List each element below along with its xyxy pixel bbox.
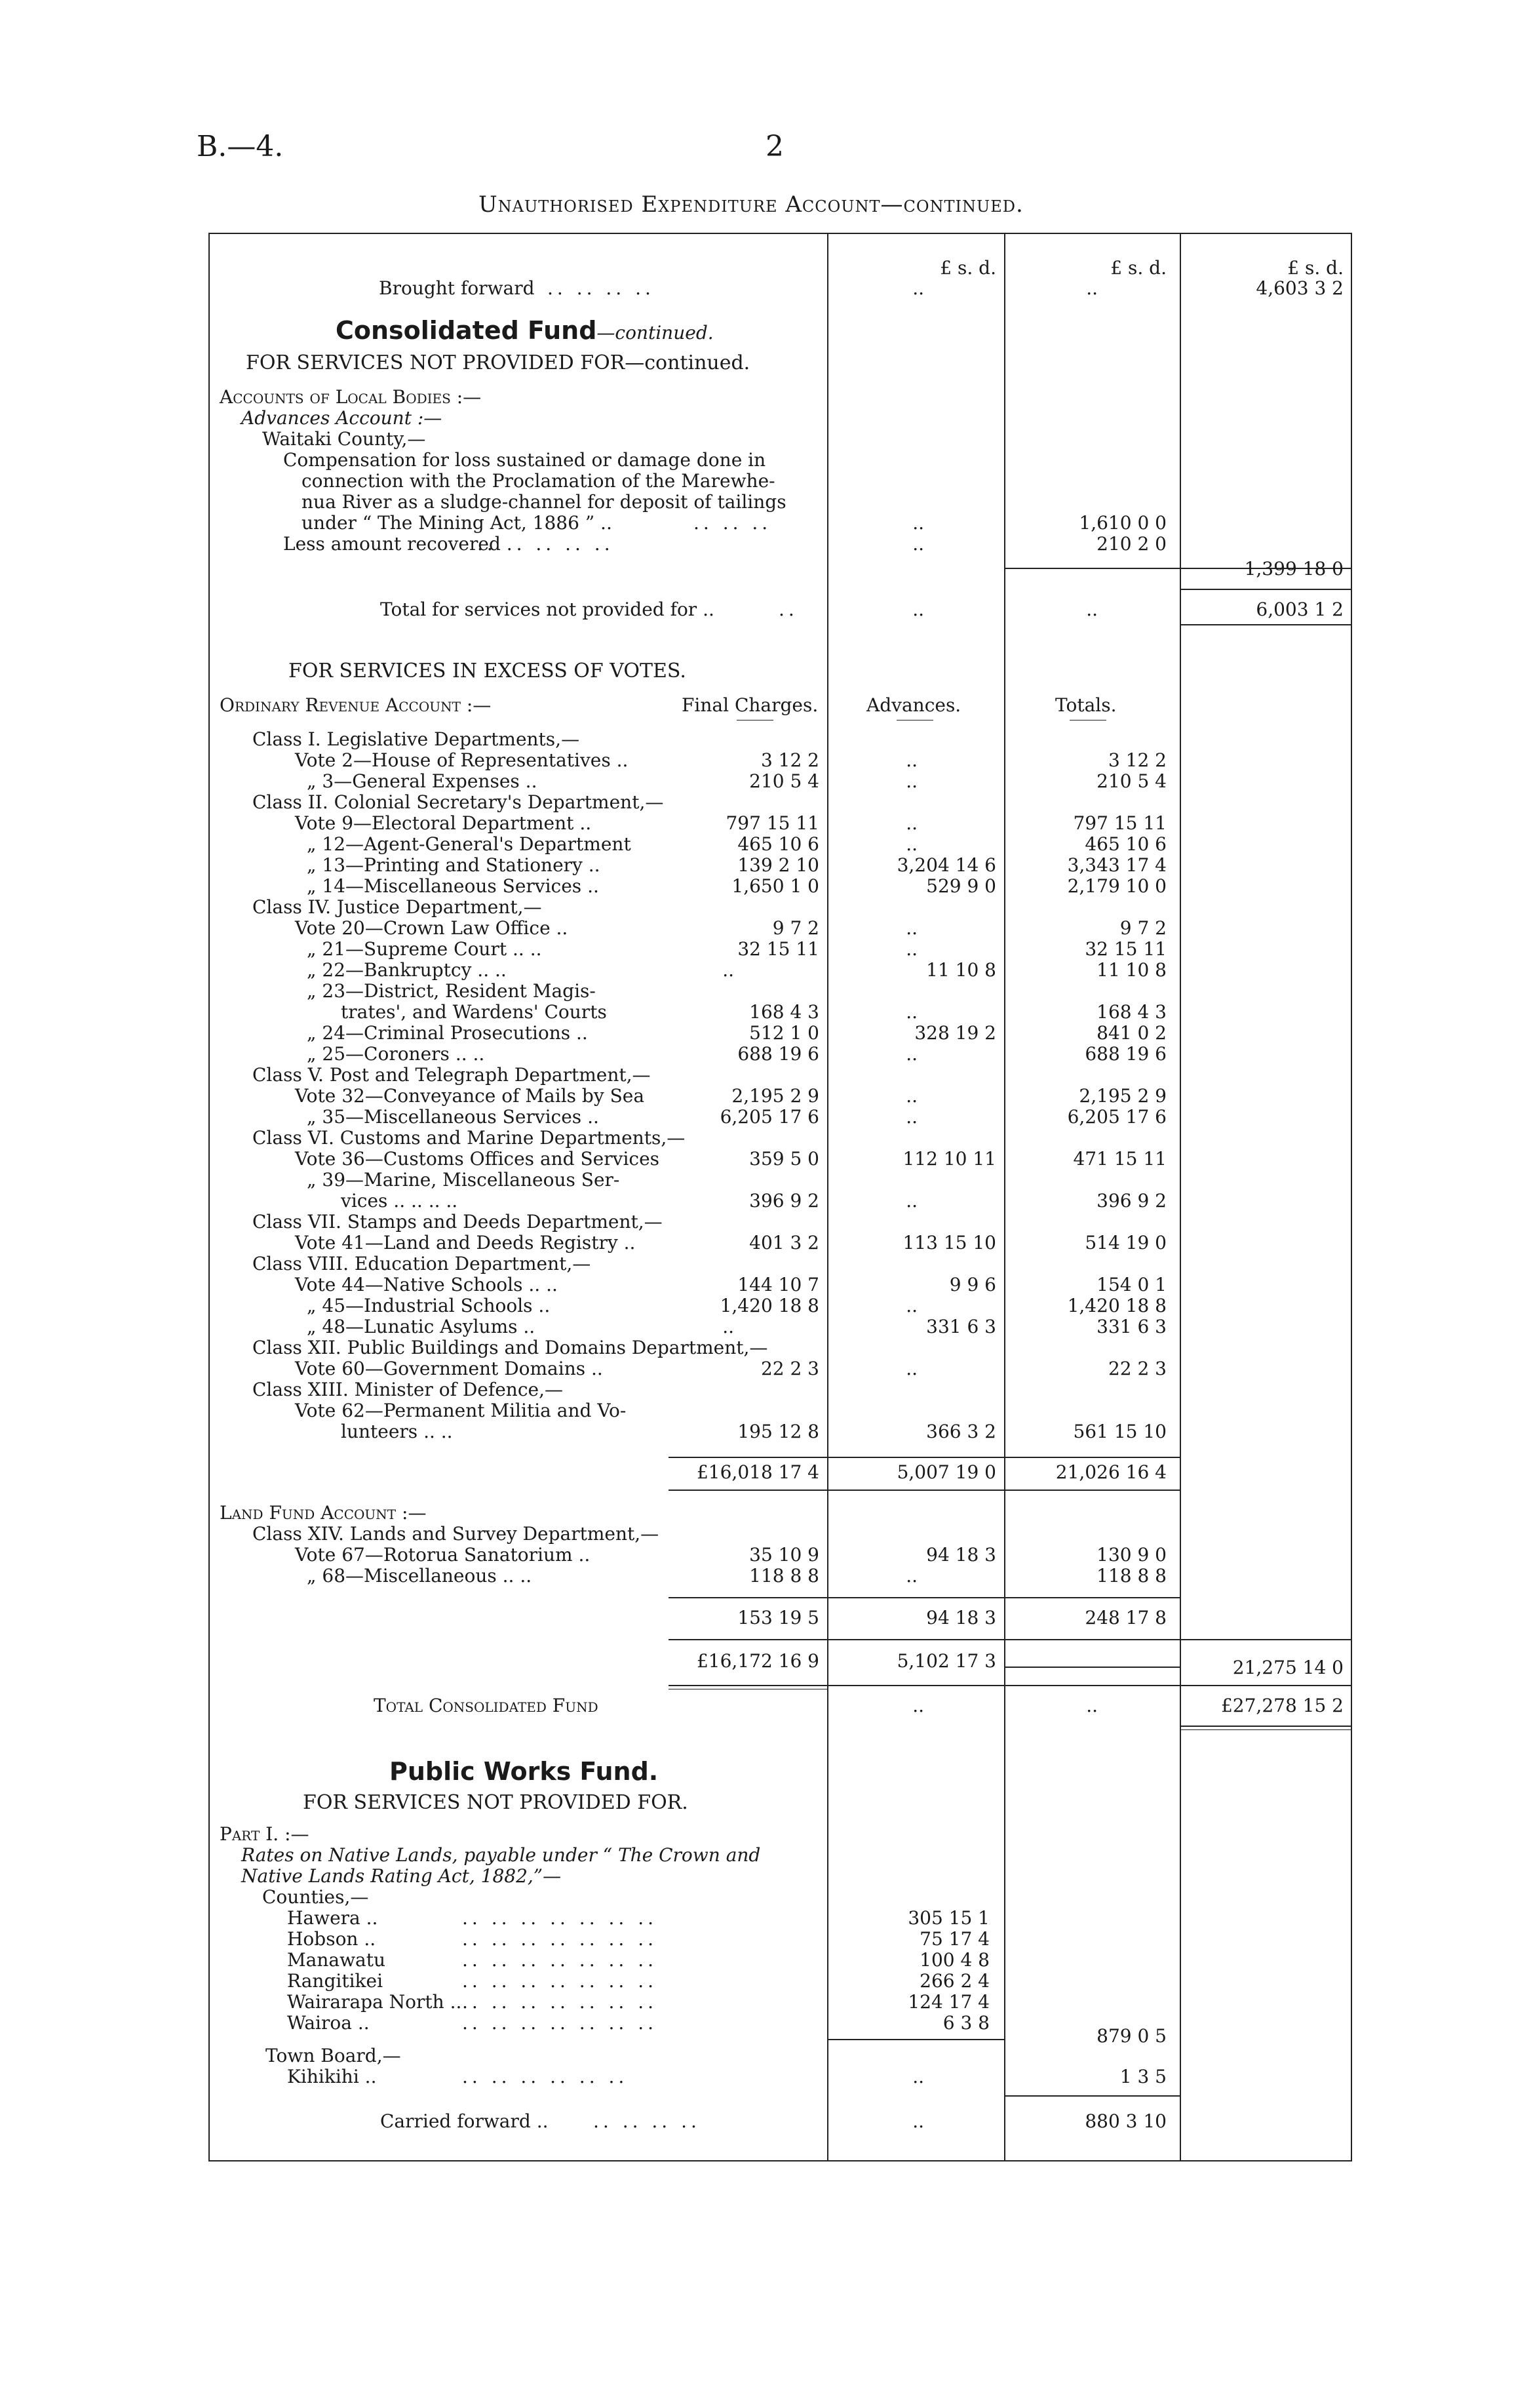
table-left-rule bbox=[208, 233, 210, 2161]
excess-row-advances: .. bbox=[906, 1001, 918, 1023]
excess-row-totals: 688 19 6 bbox=[1085, 1043, 1167, 1065]
excess-row-advances: 9 9 6 bbox=[949, 1274, 996, 1295]
excess-row-label: „ 39—Marine, Miscellaneous Ser- bbox=[307, 1169, 620, 1191]
excess-row-label: vices .. .. .. .. bbox=[341, 1190, 458, 1212]
document-reference: B.—4. bbox=[197, 130, 284, 163]
advances-head: Advances. bbox=[866, 694, 961, 716]
rule bbox=[1004, 1667, 1180, 1668]
excess-row-label: Class XIII. Minister of Defence,— bbox=[252, 1379, 563, 1400]
excess-row-advances: 3,204 14 6 bbox=[897, 854, 996, 876]
page-title: Unauthorised Expenditure Account—continued. bbox=[478, 191, 1024, 218]
county-value: 266 2 4 bbox=[920, 1970, 990, 1992]
col-1-head: £ s. d. bbox=[940, 257, 996, 279]
excess-row-label: Class XII. Public Buildings and Domains Department,— bbox=[252, 1337, 768, 1358]
excess-row-label: „ 23—District, Resident Magis- bbox=[307, 980, 596, 1002]
excess-row-label: lunteers .. .. bbox=[341, 1421, 453, 1442]
excess-row-label: „ 13—Printing and Stationery .. bbox=[307, 854, 600, 876]
ordinary-revenue-heading: Ordinary Revenue Account :— bbox=[220, 694, 492, 716]
leader-dots: .. .. .. .. .. .. .. bbox=[462, 1907, 658, 1929]
col-2-rule bbox=[1004, 233, 1005, 2161]
final-charges-head: Final Charges. bbox=[682, 694, 819, 716]
excess-row-advances: 331 6 3 bbox=[926, 1316, 996, 1337]
excess-row-label: Vote 9—Electoral Department .. bbox=[295, 812, 592, 834]
consolidated-fund-suffix: —continued. bbox=[596, 322, 714, 344]
rule bbox=[669, 1457, 1180, 1458]
excess-row-advances: .. bbox=[906, 938, 918, 960]
compensation-c2: 1,610 0 0 bbox=[1079, 512, 1167, 534]
carried-forward-c2: 880 3 10 bbox=[1085, 2110, 1167, 2132]
excess-row-label: „ 14—Miscellaneous Services .. bbox=[307, 875, 599, 897]
county-label: Hobson .. bbox=[287, 1928, 376, 1950]
col-1-rule bbox=[827, 233, 828, 2161]
land-fund-subtotal-advances: 94 18 3 bbox=[926, 1607, 996, 1628]
excess-row-label: Class I. Legislative Departments,— bbox=[252, 728, 580, 750]
excess-row-totals: 465 10 6 bbox=[1085, 833, 1167, 855]
land-fund-row-2-final: 118 8 8 bbox=[749, 1565, 819, 1587]
excess-row-totals: 2,195 2 9 bbox=[1079, 1085, 1167, 1107]
land-fund-class: Class XIV. Lands and Survey Department,— bbox=[252, 1523, 659, 1545]
land-fund-row-2-label: „ 68—Miscellaneous .. .. bbox=[307, 1565, 532, 1587]
total-not-provided-c2: .. bbox=[1086, 599, 1098, 620]
excess-row-final: .. bbox=[722, 1316, 734, 1337]
excess-row-advances: .. bbox=[906, 770, 918, 792]
excess-row-totals: 514 19 0 bbox=[1085, 1232, 1167, 1253]
leader-dots: .. .. .. .. .. .. .. bbox=[462, 1949, 658, 1971]
excess-row-label: „ 21—Supreme Court .. .. bbox=[307, 938, 542, 960]
excess-row-label: Class VI. Customs and Marine Departments,— bbox=[252, 1127, 686, 1149]
excess-row-totals: 471 15 11 bbox=[1073, 1148, 1167, 1170]
local-bodies-heading: Accounts of Local Bodies :— bbox=[220, 386, 482, 408]
rule bbox=[1180, 589, 1351, 590]
excess-row-label: Vote 2—House of Representatives .. bbox=[295, 749, 629, 771]
excess-row-final: 512 1 0 bbox=[749, 1022, 819, 1044]
excess-row-final: 168 4 3 bbox=[749, 1001, 819, 1023]
public-works-heading: Public Works Fund. bbox=[389, 1757, 659, 1786]
excess-row-final: 22 2 3 bbox=[760, 1358, 819, 1379]
excess-row-advances: .. bbox=[906, 1043, 918, 1065]
excess-row-label: Class V. Post and Telegraph Department,— bbox=[252, 1064, 651, 1086]
net-c3: 1,399 18 0 bbox=[1244, 558, 1344, 580]
compensation-line-2: connection with the Proclamation of the Marewhe- bbox=[301, 470, 775, 492]
excess-row-final: 2,195 2 9 bbox=[731, 1085, 819, 1107]
excess-row-final: .. bbox=[722, 959, 734, 981]
excess-row-totals: 561 15 10 bbox=[1073, 1421, 1167, 1442]
rates-line-1: Rates on Native Lands, payable under “ The Crown and bbox=[241, 1844, 761, 1866]
excess-row-label: Vote 20—Crown Law Office .. bbox=[295, 917, 568, 939]
excess-row-label: „ 22—Bankruptcy .. .. bbox=[307, 959, 507, 981]
col-3-rule bbox=[1180, 233, 1181, 2161]
excess-row-totals: 9 7 2 bbox=[1119, 917, 1167, 939]
excess-row-final: 210 5 4 bbox=[749, 770, 819, 792]
excess-row-label: Vote 36—Customs Offices and Services bbox=[295, 1148, 660, 1170]
excess-row-label: Vote 41—Land and Deeds Registry .. bbox=[295, 1232, 636, 1253]
land-fund-row-2-advances: .. bbox=[906, 1565, 918, 1587]
excess-row-advances: .. bbox=[906, 833, 918, 855]
excess-row-label: Class IV. Justice Department,— bbox=[252, 896, 542, 918]
kihikihi-c2: 1 3 5 bbox=[1119, 2066, 1167, 2087]
county-label: Wairarapa North .. bbox=[287, 1991, 462, 2013]
excess-row-label: Vote 44—Native Schools .. .. bbox=[295, 1274, 558, 1295]
ordinary-total-advances: 5,007 19 0 bbox=[897, 1461, 996, 1483]
excess-row-final: 688 19 6 bbox=[737, 1043, 819, 1065]
leader-dots: .. .. .. .. bbox=[547, 277, 655, 299]
grand-advances: 5,102 17 3 bbox=[897, 1650, 996, 1672]
leader-dots: .. .. .. bbox=[693, 512, 772, 534]
land-fund-subtotal-totals: 248 17 8 bbox=[1085, 1607, 1167, 1628]
excess-row-label: „ 24—Criminal Prosecutions .. bbox=[307, 1022, 588, 1044]
excess-row-label: Class VII. Stamps and Deeds Department,— bbox=[252, 1211, 663, 1233]
rule bbox=[1180, 1726, 1351, 1727]
excess-row-totals: 3,343 17 4 bbox=[1067, 854, 1167, 876]
excess-row-final: 139 2 10 bbox=[737, 854, 819, 876]
page-number: 2 bbox=[766, 130, 784, 163]
total-not-provided-c3: 6,003 1 2 bbox=[1256, 599, 1344, 620]
carried-forward-c1: .. bbox=[912, 2110, 924, 2132]
rule bbox=[827, 2039, 1004, 2040]
excess-row-final: 401 3 2 bbox=[749, 1232, 819, 1253]
town-board-heading: Town Board,— bbox=[265, 2045, 401, 2066]
compensation-c1: .. bbox=[912, 512, 924, 534]
excess-row-final: 1,420 18 8 bbox=[720, 1295, 819, 1316]
excess-row-final: 32 15 11 bbox=[737, 938, 819, 960]
kihikihi-c1: .. bbox=[912, 2066, 924, 2087]
excess-row-advances: 113 15 10 bbox=[902, 1232, 996, 1253]
grand-final: £16,172 16 9 bbox=[696, 1650, 819, 1672]
brought-forward-c3: 4,603 3 2 bbox=[1256, 277, 1344, 299]
excess-row-label: Vote 32—Conveyance of Mails by Sea bbox=[295, 1085, 645, 1107]
leader-dots: .. .. .. .. .. .. .. bbox=[462, 2012, 658, 2034]
compensation-line-1: Compensation for loss sustained or damage done in bbox=[283, 449, 766, 471]
excess-row-totals: 22 2 3 bbox=[1108, 1358, 1167, 1379]
leader-dots: .. .. .. .. .. .. .. bbox=[462, 1928, 658, 1950]
excess-row-totals: 154 0 1 bbox=[1096, 1274, 1167, 1295]
excess-row-totals: 32 15 11 bbox=[1085, 938, 1167, 960]
county-value: 75 17 4 bbox=[920, 1928, 990, 1950]
brought-forward-c2: .. bbox=[1086, 277, 1098, 299]
rule bbox=[669, 1685, 1351, 1686]
land-fund-row-1-final: 35 10 9 bbox=[749, 1544, 819, 1566]
leader-dots: .. .. .. .. .. .. .. bbox=[462, 1970, 658, 1992]
excess-row-label: Class VIII. Education Department,— bbox=[252, 1253, 591, 1274]
excess-row-advances: .. bbox=[906, 812, 918, 834]
excess-row-final: 797 15 11 bbox=[726, 812, 819, 834]
ordinary-total-totals: 21,026 16 4 bbox=[1055, 1461, 1167, 1483]
compensation-line-3: nua River as a sludge-channel for deposit of tailings bbox=[301, 491, 786, 513]
county-value: 124 17 4 bbox=[908, 1991, 990, 2013]
excess-row-advances: .. bbox=[906, 1085, 918, 1107]
excess-row-advances: .. bbox=[906, 1295, 918, 1316]
excess-row-final: 359 5 0 bbox=[749, 1148, 819, 1170]
waitaki-heading: Waitaki County,— bbox=[262, 428, 426, 450]
excess-row-final: 6,205 17 6 bbox=[720, 1106, 819, 1128]
excess-row-label: „ 12—Agent-General's Department bbox=[307, 833, 631, 855]
excess-row-label: „ 25—Coroners .. .. bbox=[307, 1043, 485, 1065]
county-value: 6 3 8 bbox=[942, 2012, 990, 2034]
excess-row-advances: .. bbox=[906, 1190, 918, 1212]
excess-row-advances: 529 9 0 bbox=[926, 875, 996, 897]
excess-row-final: 3 12 2 bbox=[760, 749, 819, 771]
rule bbox=[669, 1597, 1180, 1598]
excess-row-totals: 3 12 2 bbox=[1108, 749, 1167, 771]
land-fund-heading: Land Fund Account :— bbox=[220, 1502, 427, 1524]
leader-dots: .. .. .. .. .. .. .. bbox=[462, 1991, 658, 2013]
leader-dots: .. .. .. .. .. .. bbox=[462, 2066, 629, 2087]
rates-line-2: Native Lands Rating Act, 1882,”— bbox=[241, 1865, 562, 1887]
excess-row-totals: 168 4 3 bbox=[1096, 1001, 1167, 1023]
less-recovered-c2: 210 2 0 bbox=[1096, 533, 1167, 555]
county-label: Rangitikei bbox=[287, 1970, 383, 1992]
county-label: Wairoa .. bbox=[287, 2012, 370, 2034]
counties-heading: Counties,— bbox=[262, 1886, 369, 1908]
leader-dots: .. bbox=[779, 599, 798, 620]
ordinary-total-final: £16,018 17 4 bbox=[696, 1461, 819, 1483]
grand-c3: 21,275 14 0 bbox=[1232, 1657, 1344, 1678]
excess-row-label: „ 35—Miscellaneous Services .. bbox=[307, 1106, 599, 1128]
excess-row-totals: 841 0 2 bbox=[1096, 1022, 1167, 1044]
table-right-rule bbox=[1351, 233, 1352, 2161]
excess-votes-heading: FOR SERVICES IN EXCESS OF VOTES. bbox=[288, 660, 686, 682]
county-value: 305 15 1 bbox=[908, 1907, 990, 1929]
excess-row-label: Vote 62—Permanent Militia and Vo- bbox=[295, 1400, 627, 1421]
part-heading: Part I. :— bbox=[220, 1823, 309, 1845]
land-fund-row-1-totals: 130 9 0 bbox=[1096, 1544, 1167, 1566]
consolidated-fund-heading bbox=[336, 316, 714, 345]
total-consolidated-c3: £27,278 15 2 bbox=[1220, 1695, 1344, 1716]
brought-forward-label: Brought forward bbox=[379, 277, 535, 299]
excess-row-label: Class II. Colonial Secretary's Department,— bbox=[252, 791, 664, 813]
excess-row-totals: 2,179 10 0 bbox=[1067, 875, 1167, 897]
excess-row-final: 195 12 8 bbox=[737, 1421, 819, 1442]
col-3-head: £ s. d. bbox=[1287, 257, 1344, 279]
excess-row-totals: 797 15 11 bbox=[1073, 812, 1167, 834]
total-consolidated-label: Total Consolidated Fund bbox=[374, 1695, 598, 1716]
brought-forward-c1: .. bbox=[912, 277, 924, 299]
not-provided-heading: FOR SERVICES NOT PROVIDED FOR—continued. bbox=[246, 351, 750, 374]
excess-row-advances: 366 3 2 bbox=[926, 1421, 996, 1442]
land-fund-row-1-advances: 94 18 3 bbox=[926, 1544, 996, 1566]
total-not-provided-c1: .. bbox=[912, 599, 924, 620]
excess-row-advances: .. bbox=[906, 749, 918, 771]
leader-dots: .. .. .. .. bbox=[593, 2110, 701, 2132]
rule bbox=[1180, 624, 1351, 625]
excess-row-advances: .. bbox=[906, 917, 918, 939]
county-label: Manawatu bbox=[287, 1949, 386, 1971]
excess-row-totals: 396 9 2 bbox=[1096, 1190, 1167, 1212]
rule bbox=[1180, 1729, 1351, 1730]
consolidated-fund-title: Consolidated Fund bbox=[336, 316, 597, 345]
excess-row-label: „ 48—Lunatic Asylums .. bbox=[307, 1316, 535, 1337]
excess-row-final: 396 9 2 bbox=[749, 1190, 819, 1212]
total-consolidated-c2: .. bbox=[1086, 1695, 1098, 1716]
land-fund-row-1-label: Vote 67—Rotorua Sanatorium .. bbox=[295, 1544, 591, 1566]
counties-total: 879 0 5 bbox=[1096, 2025, 1167, 2047]
excess-row-label: „ 45—Industrial Schools .. bbox=[307, 1295, 551, 1316]
excess-row-advances: .. bbox=[906, 1106, 918, 1128]
excess-row-label: Vote 60—Government Domains .. bbox=[295, 1358, 603, 1379]
total-consolidated-c1: .. bbox=[912, 1695, 924, 1716]
less-recovered-c1: .. bbox=[912, 533, 924, 555]
excess-row-totals: 1,420 18 8 bbox=[1067, 1295, 1167, 1316]
excess-row-totals: 6,205 17 6 bbox=[1067, 1106, 1167, 1128]
excess-row-label: „ 3—General Expenses .. bbox=[307, 770, 537, 792]
excess-row-advances: 328 19 2 bbox=[914, 1022, 996, 1044]
col-2-head: £ s. d. bbox=[1110, 257, 1167, 279]
advances-heading: Advances Account :— bbox=[241, 407, 442, 429]
excess-row-totals: 331 6 3 bbox=[1096, 1316, 1167, 1337]
excess-row-label: trates', and Wardens' Courts bbox=[341, 1001, 607, 1023]
kihikihi-label: Kihikihi .. bbox=[287, 2066, 377, 2087]
excess-row-advances: .. bbox=[906, 1358, 918, 1379]
rule bbox=[1004, 2095, 1180, 2097]
excess-row-final: 1,650 1 0 bbox=[731, 875, 819, 897]
less-recovered-label: Less amount recovered bbox=[283, 533, 501, 555]
excess-row-advances: 112 10 11 bbox=[902, 1148, 996, 1170]
excess-row-totals: 210 5 4 bbox=[1096, 770, 1167, 792]
totals-head: Totals. bbox=[1055, 694, 1117, 716]
county-label: Hawera .. bbox=[287, 1907, 378, 1929]
total-not-provided-label: Total for services not provided for .. bbox=[380, 599, 714, 620]
county-value: 100 4 8 bbox=[920, 1949, 990, 1971]
excess-row-final: 9 7 2 bbox=[772, 917, 819, 939]
public-works-not-provided: FOR SERVICES NOT PROVIDED FOR. bbox=[303, 1791, 688, 1814]
rule bbox=[669, 1639, 1351, 1640]
compensation-line-4: under “ The Mining Act, 1886 ” .. bbox=[301, 512, 612, 534]
rule bbox=[669, 1490, 1180, 1491]
land-fund-subtotal-final: 153 19 5 bbox=[737, 1607, 819, 1628]
leader-dots: .. .. .. .. .. bbox=[477, 533, 614, 555]
land-fund-row-2-totals: 118 8 8 bbox=[1096, 1565, 1167, 1587]
excess-row-final: 465 10 6 bbox=[737, 833, 819, 855]
carried-forward-label: Carried forward .. bbox=[380, 2110, 549, 2132]
excess-row-totals: 11 10 8 bbox=[1096, 959, 1167, 981]
excess-row-final: 144 10 7 bbox=[737, 1274, 819, 1295]
excess-row-advances: 11 10 8 bbox=[926, 959, 996, 981]
